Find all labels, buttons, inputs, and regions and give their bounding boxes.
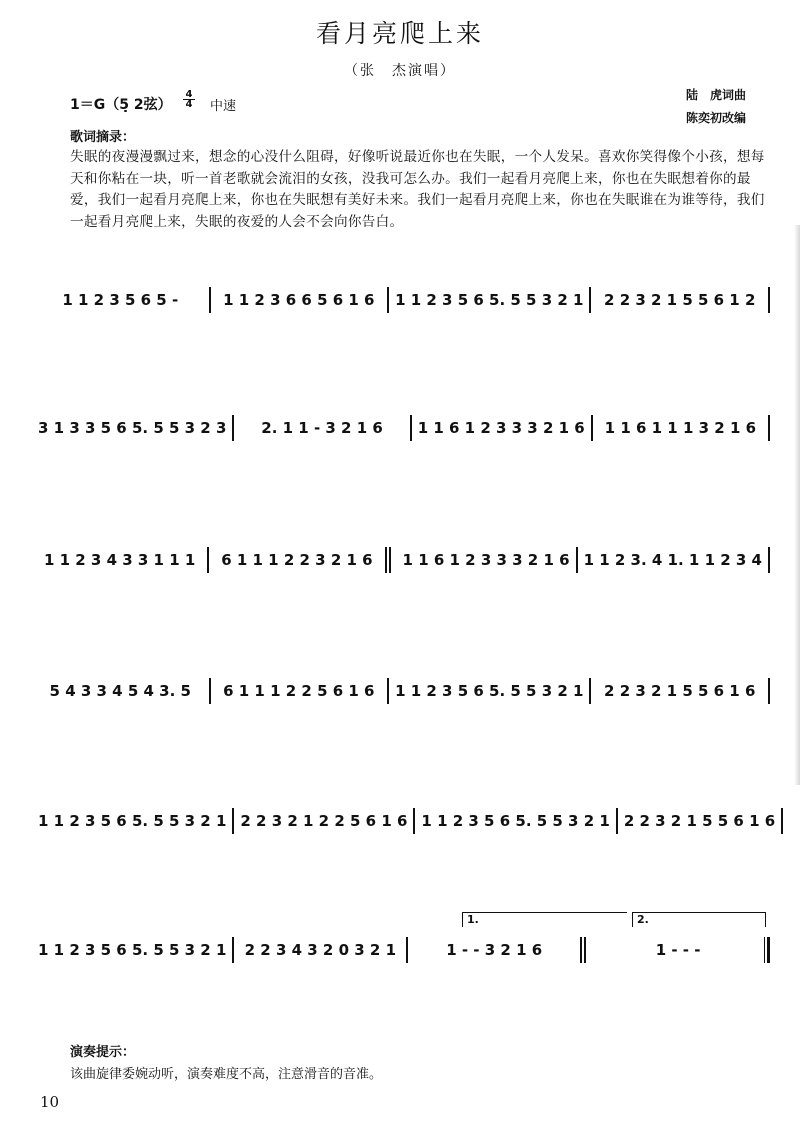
key-signature: 1＝G（5̣ 2弦）	[70, 97, 172, 113]
time-signature-bottom: 4	[183, 99, 195, 109]
measure: 1 1 2 3 5 6 5. 5 5 3 2 1	[38, 941, 227, 959]
measure: 1 1 2 3 6 6 5 6 1 6	[223, 291, 375, 309]
singer-credit: （张 杰演唱）	[344, 63, 456, 79]
measure: 1 1 6 1 2 3 3 3 2 1 6	[417, 419, 585, 437]
second-ending-bracket	[632, 912, 766, 927]
final-barline	[764, 937, 770, 963]
second-ending-label: 2.	[637, 913, 649, 926]
repeat-end-barline	[580, 937, 592, 963]
time-signature	[183, 90, 195, 109]
score-line-3	[38, 545, 770, 575]
barline	[768, 415, 770, 441]
barline	[768, 678, 770, 704]
lyrics-text: 失眠的夜漫漫飘过来，想念的心没什么阻碍，好像听说最近你也在失眠，一个人发呆。喜欢你笑得像个小孩，想每天和你粘在一块，听一首老歌就会流泪的女孩，没我可怎么办。我们一起看月亮爬上来，你也在失眠想着你的最爱，我们一起看月亮爬上来，你也在失眠想有美好未来。我们一起看月亮爬上来，你也在失眠谁在为谁等待，我们一起看月亮爬上来，失眠的夜爱的人会不会向你告白。	[70, 149, 765, 230]
time-signature-top: 4	[185, 89, 193, 100]
first-ending-bracket	[462, 912, 627, 927]
measure: 2 2 3 4 3 2 0 3 2 1	[244, 941, 397, 959]
score-line-1	[38, 285, 770, 315]
first-ending-label: 1.	[467, 913, 479, 926]
barline	[768, 287, 770, 313]
measure: 3 1 3 3 5 6 5. 5 5 3 2 3	[38, 419, 227, 437]
barline	[781, 808, 783, 834]
measure: 6 1 1 1 2 2 3 2 1 6	[221, 551, 373, 569]
measure: 2 2 3 2 1 5 5 6 1 6	[623, 812, 776, 830]
measure: 1 - - 3 2 1 6	[446, 941, 543, 959]
page-number: 10	[40, 1093, 60, 1111]
measure: 1 - - -	[655, 941, 701, 959]
score-line-5	[38, 806, 776, 836]
measure: 1 1 6 1 2 3 3 3 2 1 6	[402, 551, 570, 569]
score-line-6	[38, 935, 770, 965]
repeat-start-barline	[385, 547, 397, 573]
barline	[768, 547, 770, 573]
measure: 2 2 3 2 1 5 5 6 1 6	[604, 682, 756, 700]
measure: 1 1 2 3 4 3 3 1 1 1	[43, 551, 196, 569]
lyricist-composer: 陆 虎词曲	[686, 88, 747, 102]
measure: 1 1 2 3 5 6 5. 5 5 3 2 1	[395, 291, 584, 309]
performance-heading: 演奏提示：	[70, 1045, 136, 1060]
measure: 1 1 2 3. 4 1. 1 1 2 3 4	[583, 551, 762, 569]
measure: 1 1 2 3 5 6 5 -	[62, 291, 179, 309]
measure: 1 1 6 1 1 1 3 2 1 6	[604, 419, 757, 437]
measure: 1 1 2 3 5 6 5. 5 5 3 2 1	[421, 812, 610, 830]
lyrics-heading: 歌词摘录：	[70, 130, 136, 145]
performance-tip: 该曲旋律委婉动听，演奏难度不高，注意滑音的音准。	[70, 1067, 383, 1082]
measure: 2 2 3 2 1 2 2 5 6 1 6	[240, 812, 408, 830]
measure: 6 1 1 1 2 2 5 6 1 6	[223, 682, 375, 700]
tempo-marking: 中速	[210, 99, 237, 114]
measure: 2 2 3 2 1 5 5 6 1 2	[604, 291, 756, 309]
measure: 1 1 2 3 5 6 5. 5 5 3 2 1	[38, 812, 227, 830]
song-title: 看月亮爬上来	[315, 19, 484, 48]
arranger: 陈奕初改编	[686, 111, 747, 125]
measure: 2. 1 1 - 3 2 1 6	[261, 419, 383, 437]
scan-edge-shadow	[794, 225, 800, 785]
measure: 5 4 3 3 4 5 4 3. 5	[49, 682, 191, 700]
score-line-4	[38, 676, 770, 706]
score-line-2	[38, 413, 770, 443]
measure: 1 1 2 3 5 6 5. 5 5 3 2 1	[395, 682, 584, 700]
